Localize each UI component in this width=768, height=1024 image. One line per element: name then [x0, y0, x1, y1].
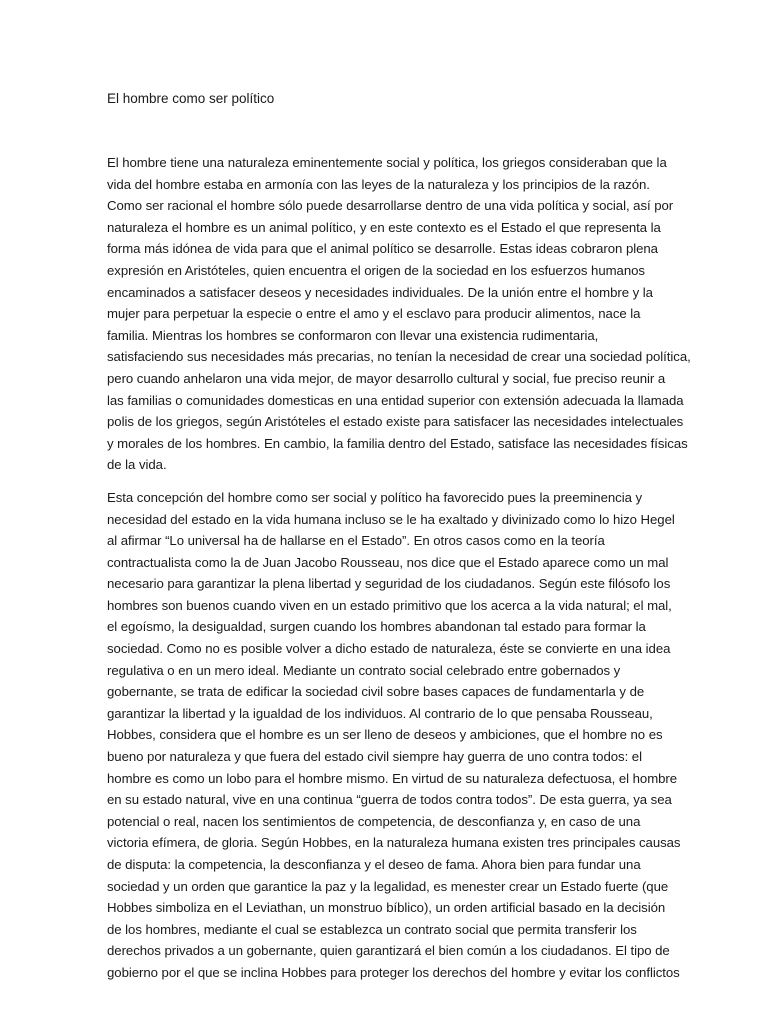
text-line: naturaleza el hombre es un animal político, y en este contexto es el Estado el que representa la — [107, 219, 661, 235]
text-line: El hombre tiene una naturaleza eminentemente social y política, los griegos consideraban que la — [107, 155, 667, 170]
paragraph — [107, 487, 681, 984]
text-line: expresión en Aristóteles, quien encuentra el origen de la sociedad en los esfuerzos humanos — [107, 262, 645, 278]
text-line: de disputa: la competencia, la desconfianza y el deseo de fama. Ahora bien para fundar una — [107, 857, 641, 872]
text-line: en su estado natural, vive en una continua “guerra de todos contra todos”. De esta guerra, ya sea — [107, 792, 672, 808]
text-line: gobierno por el que se inclina Hobbes para proteger los derechos del hombre y evitar los conflictos — [107, 964, 680, 980]
text-line: necesidad del estado en la vida humana incluso se le ha exaltado y divinizado como lo hizo Hegel — [107, 511, 675, 527]
text-line: el egoísmo, la desigualdad, surgen cuando los hombres abandonan tal estado para formar la — [107, 619, 646, 635]
text-line: Esta concepción del hombre como ser social y político ha favorecido pues la preeminencia y — [107, 489, 643, 505]
text-line: encaminados a satisfacer deseos y necesidades individuales. De la unión entre el hombre y la — [107, 284, 653, 300]
text-line: Hobbes simboliza en el Leviathan, un monstruo bíblico), un orden artificial basado en la decisión — [107, 900, 666, 916]
text-line: bueno por naturaleza y que fuera del estado civil siempre hay guerra de uno contra todos: el — [107, 749, 642, 765]
text-line: vida del hombre estaba en armonía con las leyes de la naturaleza y los principios de la razón. — [107, 176, 650, 192]
text-line: familia. Mientras los hombres se conformaron con llevar una existencia rudimentaria, — [107, 327, 599, 343]
text-line: polis de los griegos, según Aristóteles el estado existe para satisfacer las necesidades intelectuales — [107, 414, 684, 430]
text-line: gobernante, se trata de edificar la sociedad civil sobre bases capaces de fundamentarla y de — [107, 684, 645, 700]
text-line: potencial o real, nacen los sentimientos de competencia, de desconfianza y, en caso de una — [107, 813, 641, 829]
text-line: forma más idónea de vida para que el animal político se desarrolle. Estas ideas cobraron plena — [107, 241, 658, 257]
text-line: regulativa o en un mero ideal. Mediante un contrato social celebrado entre gobernados y — [107, 662, 621, 678]
text-line: hombres son buenos cuando viven en un estado primitivo que los acerca a la vida natural; el mal, — [107, 597, 672, 613]
text-line: victoria efímera, de gloria. Según Hobbes, en la naturaleza humana existen tres principales causas — [107, 835, 681, 851]
text-line: mujer para perpetuar la especie o entre el amo y el esclavo para producir alimentos, nace la — [107, 306, 641, 322]
paragraph — [107, 152, 691, 476]
document-title: El hombre como ser político — [107, 91, 275, 106]
text-line: satisfaciendo sus necesidades más precarias, no tenían la necesidad de crear una sociedad política, — [107, 349, 691, 365]
text-line: Como ser racional el hombre sólo puede desarrollarse dentro de una vida política y social, así por — [107, 198, 674, 214]
text-line: derechos privados a un gobernante, quien garantizará el bien común a los ciudadanos. El tipo de — [107, 943, 670, 959]
document-body — [107, 152, 691, 995]
text-line: de los hombres, mediante el cual se establezca un contrato social que permita transferir los — [107, 921, 637, 937]
text-line: sociedad y un orden que garantice la paz y la legalidad, es menester crear un Estado fuerte (que — [107, 878, 669, 894]
text-line: pero cuando anhelaron una vida mejor, de mayor desarrollo cultural y social, fue preciso reunir a — [107, 370, 666, 386]
text-line: sociedad. Como no es posible volver a dicho estado de naturaleza, éste se convierte en una idea — [107, 641, 671, 657]
text-line: al afirmar “Lo universal ha de hallarse en el Estado”. En otros casos como en la teoría — [107, 533, 605, 549]
text-line: garantizar la libertad y la igualdad de los individuos. Al contrario de lo que pensaba Rousseau, — [107, 705, 653, 721]
text-line: las familias o comunidades domesticas en una entidad superior con extensión adecuada la llamada — [107, 392, 684, 408]
text-line: contractualista como la de Juan Jacobo Rousseau, nos dice que el Estado aparece como un mal — [107, 554, 669, 570]
text-line: y morales de los hombres. En cambio, la familia dentro del Estado, satisface las necesidades físicas — [107, 435, 688, 451]
text-line: hombre es como un lobo para el hombre mismo. En virtud de su naturaleza defectuosa, el hombre — [107, 770, 678, 786]
text-line: de la vida. — [107, 457, 167, 473]
text-line: necesario para garantizar la plena libertad y seguridad de los ciudadanos. Según este filósofo los — [107, 576, 671, 592]
text-line: Hobbes, considera que el hombre es un ser lleno de deseos y ambiciones, que el hombre no es — [107, 727, 663, 743]
